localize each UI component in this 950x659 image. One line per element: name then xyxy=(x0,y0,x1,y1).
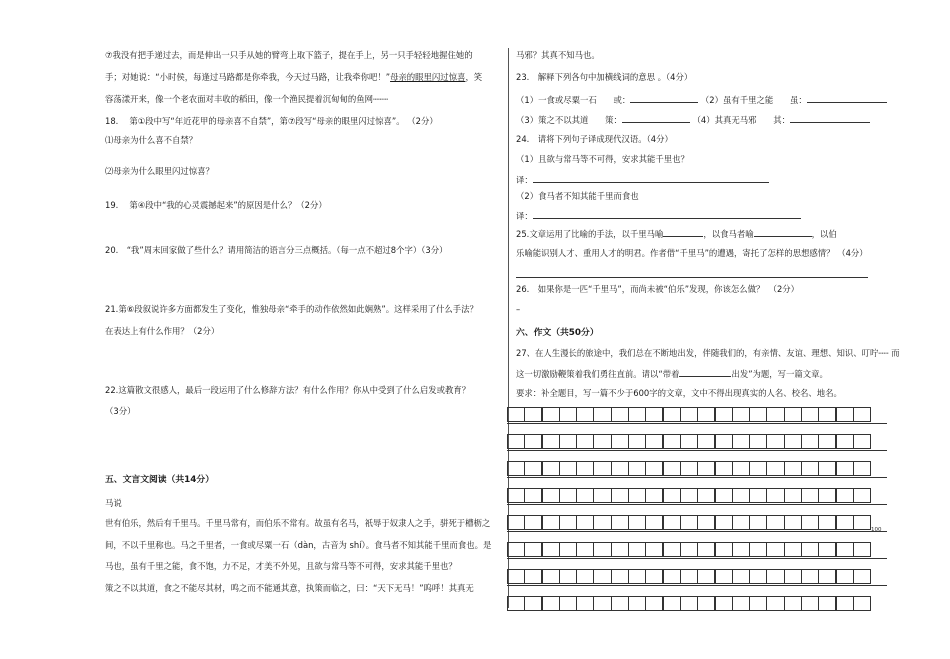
grid-cell[interactable] xyxy=(645,515,663,530)
grid-cell[interactable] xyxy=(801,569,819,584)
grid-row xyxy=(507,461,870,476)
question-22-line-2: （3分） xyxy=(105,406,136,416)
grid-cell[interactable] xyxy=(801,488,819,503)
grid-cell[interactable] xyxy=(628,542,646,557)
question-27-line-1: 27、在人生漫长的旅途中，我们总在不断地出发，伴随我们的，有亲情、友谊、理想、知识、叮咛┄┄ 而 xyxy=(516,348,900,358)
grid-cell[interactable] xyxy=(766,569,784,584)
grid-cell[interactable] xyxy=(593,488,611,503)
grid-cell[interactable] xyxy=(818,488,836,503)
grid-cell[interactable] xyxy=(697,542,715,557)
grid-cell[interactable] xyxy=(784,488,802,503)
grid-cell[interactable] xyxy=(732,488,750,503)
grid-line xyxy=(507,477,887,478)
grid-cell[interactable] xyxy=(576,596,594,611)
grid-cell[interactable] xyxy=(697,434,715,449)
grid-cell[interactable] xyxy=(524,542,542,557)
grid-cell[interactable] xyxy=(784,515,802,530)
grid-cell[interactable] xyxy=(628,596,646,611)
grid-cell[interactable] xyxy=(836,596,854,611)
grid-cell[interactable] xyxy=(818,542,836,557)
grid-cell[interactable] xyxy=(749,542,767,557)
grid-cell[interactable] xyxy=(645,461,663,476)
grid-cell[interactable] xyxy=(611,569,629,584)
grid-cell[interactable] xyxy=(818,515,836,530)
grid-cell[interactable] xyxy=(784,434,802,449)
grid-cell[interactable] xyxy=(749,488,767,503)
grid-cell[interactable] xyxy=(715,434,733,449)
grid-cell[interactable] xyxy=(663,569,681,584)
grid-cell[interactable] xyxy=(663,461,681,476)
grid-cell[interactable] xyxy=(593,515,611,530)
grid-cell[interactable] xyxy=(507,542,525,557)
q25-text: ，以伯 xyxy=(811,229,837,239)
grid-cell[interactable] xyxy=(524,596,542,611)
grid-cell[interactable] xyxy=(715,461,733,476)
grid-cell[interactable] xyxy=(524,461,542,476)
q23-item-1: （1）一食或尽粟一石 或： xyxy=(516,95,631,105)
question-26: 26. 如果你是一匹“千里马”，而尚未被“伯乐”发现，你该怎么做？ （2分） xyxy=(516,284,800,294)
grid-cell[interactable] xyxy=(784,461,802,476)
grid-cell[interactable] xyxy=(663,488,681,503)
grid-cell[interactable] xyxy=(853,596,871,611)
grid-cell[interactable] xyxy=(576,434,594,449)
grid-cell[interactable] xyxy=(576,542,594,557)
grid-cell[interactable] xyxy=(836,488,854,503)
grid-cell[interactable] xyxy=(663,434,681,449)
grid-cell[interactable] xyxy=(593,434,611,449)
grid-cell[interactable] xyxy=(524,515,542,530)
grid-cell[interactable] xyxy=(853,434,871,449)
grid-cell[interactable] xyxy=(524,488,542,503)
question-27-line-2 xyxy=(516,368,828,380)
grid-cell[interactable] xyxy=(611,542,629,557)
grid-cell[interactable] xyxy=(628,569,646,584)
grid-cell[interactable] xyxy=(542,515,560,530)
grid-cell[interactable] xyxy=(576,407,594,422)
question-21-line-2: 在表达上有什么作用？（2分） xyxy=(105,326,220,336)
grid-cell[interactable] xyxy=(697,488,715,503)
answer-blank[interactable] xyxy=(790,114,870,123)
grid-cell[interactable] xyxy=(680,542,698,557)
grid-cell[interactable] xyxy=(559,461,577,476)
grid-line xyxy=(507,423,887,424)
grid-cell[interactable] xyxy=(663,542,681,557)
grid-cell[interactable] xyxy=(766,488,784,503)
translation-label: 译： xyxy=(516,175,533,185)
translation-line-1 xyxy=(516,174,769,186)
grid-cell[interactable] xyxy=(611,515,629,530)
q23-item-3: （3）策之不以其道 策： xyxy=(516,115,622,125)
grid-cell[interactable] xyxy=(818,461,836,476)
grid-cell[interactable] xyxy=(680,569,698,584)
grid-cell[interactable] xyxy=(732,542,750,557)
grid-cell[interactable] xyxy=(542,434,560,449)
grid-cell[interactable] xyxy=(593,407,611,422)
answer-blank[interactable] xyxy=(630,94,698,103)
dash-mark: – xyxy=(516,304,521,314)
grid-cell[interactable] xyxy=(732,434,750,449)
title-blank[interactable] xyxy=(679,368,731,377)
grid-cell[interactable] xyxy=(766,515,784,530)
grid-cell[interactable] xyxy=(784,407,802,422)
answer-blank[interactable] xyxy=(807,94,887,103)
grid-cell[interactable] xyxy=(836,434,854,449)
grid-cell[interactable] xyxy=(766,542,784,557)
grid-cell[interactable] xyxy=(645,407,663,422)
grid-cell[interactable] xyxy=(507,569,525,584)
classical-title: 马说 xyxy=(105,498,122,508)
grid-row xyxy=(507,569,870,584)
grid-cell[interactable] xyxy=(766,596,784,611)
question-22-line-1: 22.这篇散文很感人，最后一段运用了什么修辞方法？有什么作用？你从中受到了什么启发或教育？ xyxy=(105,385,471,395)
grid-cell[interactable] xyxy=(715,542,733,557)
grid-cell[interactable] xyxy=(611,434,629,449)
grid-cell[interactable] xyxy=(611,596,629,611)
grid-cell[interactable] xyxy=(715,407,733,422)
grid-cell[interactable] xyxy=(749,461,767,476)
grid-cell[interactable] xyxy=(818,434,836,449)
grid-cell[interactable] xyxy=(801,515,819,530)
grid-cell[interactable] xyxy=(818,569,836,584)
grid-cell[interactable] xyxy=(542,488,560,503)
grid-row xyxy=(507,434,870,449)
grid-cell[interactable] xyxy=(732,569,750,584)
answer-blank[interactable] xyxy=(533,210,801,219)
grid-row xyxy=(507,407,870,422)
question-23-row-1 xyxy=(516,94,887,106)
grid-cell[interactable] xyxy=(801,596,819,611)
answer-line[interactable] xyxy=(516,277,868,278)
grid-cell[interactable] xyxy=(559,434,577,449)
grid-cell[interactable] xyxy=(766,434,784,449)
grid-cell[interactable] xyxy=(645,542,663,557)
grid-cell[interactable] xyxy=(628,407,646,422)
question-24-1: （1）且欲与常马等不可得，安求其能千里也？ xyxy=(516,154,689,164)
grid-cell[interactable] xyxy=(801,434,819,449)
grid-cell[interactable] xyxy=(853,488,871,503)
grid-cell[interactable] xyxy=(853,515,871,530)
grid-cell[interactable] xyxy=(628,488,646,503)
grid-line xyxy=(507,531,887,532)
grid-cell[interactable] xyxy=(766,461,784,476)
q23-item-4: （4）其真无马邪 其： xyxy=(692,115,790,125)
grid-cell[interactable] xyxy=(645,488,663,503)
grid-cell[interactable] xyxy=(663,407,681,422)
translation-label: 译： xyxy=(516,211,533,221)
question-19: 19. 第④段中“我的心灵震撼起来”的原因是什么？（2分） xyxy=(105,200,327,210)
grid-cell[interactable] xyxy=(507,461,525,476)
question-24-2: （2）食马者不知其能千里而食也 xyxy=(516,191,639,201)
grid-cell[interactable] xyxy=(559,515,577,530)
grid-row xyxy=(507,488,870,503)
grid-cell[interactable] xyxy=(749,515,767,530)
grid-line xyxy=(507,504,887,505)
word-count-marker: 100 xyxy=(871,527,882,533)
grid-cell[interactable] xyxy=(784,542,802,557)
grid-cell[interactable] xyxy=(732,515,750,530)
grid-cell[interactable] xyxy=(801,461,819,476)
passage-text: 手；对她说：“小时侯，每逢过马路都是你牵我，今天过马路，让我牵你吧！” xyxy=(105,72,391,82)
grid-cell[interactable] xyxy=(628,434,646,449)
grid-cell[interactable] xyxy=(593,569,611,584)
grid-cell[interactable] xyxy=(836,542,854,557)
grid-cell[interactable] xyxy=(576,515,594,530)
grid-cell[interactable] xyxy=(542,461,560,476)
answer-blank[interactable] xyxy=(663,228,703,237)
grid-cell[interactable] xyxy=(697,596,715,611)
grid-cell[interactable] xyxy=(715,515,733,530)
grid-cell[interactable] xyxy=(697,569,715,584)
grid-cell[interactable] xyxy=(576,461,594,476)
grid-cell[interactable] xyxy=(524,569,542,584)
grid-cell[interactable] xyxy=(749,569,767,584)
grid-cell[interactable] xyxy=(507,515,525,530)
grid-cell[interactable] xyxy=(801,407,819,422)
section-5-heading: 五、文言文阅读（共14分） xyxy=(105,475,215,485)
grid-cell[interactable] xyxy=(801,542,819,557)
grid-cell[interactable] xyxy=(818,596,836,611)
question-23: 23. 解释下列各句中加横线词的意思 。（4分） xyxy=(516,72,693,82)
grid-cell[interactable] xyxy=(663,596,681,611)
grid-cell[interactable] xyxy=(818,407,836,422)
question-23-row-2 xyxy=(516,114,870,126)
grid-cell[interactable] xyxy=(680,434,698,449)
grid-row xyxy=(507,596,870,611)
grid-cell[interactable] xyxy=(576,569,594,584)
grid-cell[interactable] xyxy=(836,515,854,530)
grid-cell[interactable] xyxy=(507,407,525,422)
classical-text-line-3: 马也，虽有千里之能，食不饱，力不足，才美不外见，且欲与常马等不可得，安求其能千里也？ xyxy=(105,561,457,571)
question-24: 24. 请将下列句子译成现代汉语。（4分） xyxy=(516,134,673,144)
grid-cell[interactable] xyxy=(645,569,663,584)
grid-cell[interactable] xyxy=(524,407,542,422)
grid-cell[interactable] xyxy=(507,596,525,611)
grid-cell[interactable] xyxy=(559,569,577,584)
q27-text: 这一切激励鞭策着我们勇往直前。请以“带着 xyxy=(516,369,680,379)
grid-cell[interactable] xyxy=(784,569,802,584)
grid-line xyxy=(507,585,887,586)
grid-cell[interactable] xyxy=(853,407,871,422)
grid-cell[interactable] xyxy=(732,407,750,422)
grid-cell[interactable] xyxy=(697,461,715,476)
left-column xyxy=(105,0,505,659)
grid-cell[interactable] xyxy=(853,542,871,557)
grid-row xyxy=(507,542,870,557)
grid-cell[interactable] xyxy=(542,569,560,584)
grid-cell[interactable] xyxy=(853,461,871,476)
grid-cell[interactable] xyxy=(784,596,802,611)
grid-cell[interactable] xyxy=(507,434,525,449)
question-18-1: ⑴母亲为什么喜不自禁？ xyxy=(105,135,198,145)
grid-cell[interactable] xyxy=(680,488,698,503)
grid-cell[interactable] xyxy=(732,596,750,611)
grid-row xyxy=(507,515,870,530)
question-20: 20. “我”周末回家做了些什么？请用简洁的语言分三点概括。（每一点不超过8个字）（3分） xyxy=(105,245,448,255)
grid-cell[interactable] xyxy=(524,434,542,449)
passage-text: ，笑 xyxy=(465,72,483,82)
grid-cell[interactable] xyxy=(663,515,681,530)
grid-cell[interactable] xyxy=(715,569,733,584)
grid-cell[interactable] xyxy=(576,488,594,503)
grid-cell[interactable] xyxy=(611,488,629,503)
translation-line-2 xyxy=(516,210,801,222)
grid-cell[interactable] xyxy=(836,569,854,584)
grid-cell[interactable] xyxy=(593,596,611,611)
grid-cell[interactable] xyxy=(559,542,577,557)
grid-cell[interactable] xyxy=(749,596,767,611)
grid-cell[interactable] xyxy=(680,515,698,530)
q27-text: 出发”为题，写一篇文章。 xyxy=(731,369,828,379)
question-18: 18. 第①段中写“年近花甲的母亲喜不自禁”，第⑦段写“母亲的眼里闪过惊喜”。 （2分） xyxy=(105,116,438,126)
answer-blank[interactable] xyxy=(533,174,769,183)
grid-cell[interactable] xyxy=(593,461,611,476)
grid-cell[interactable] xyxy=(542,596,560,611)
passage-para-7-line-2 xyxy=(105,72,482,83)
grid-line xyxy=(507,558,887,559)
right-column xyxy=(516,0,900,659)
grid-cell[interactable] xyxy=(836,461,854,476)
passage-para-7-line-3: 容荡漾开来，像一个老农面对丰收的稻田，像一个渔民提着沉甸甸的鱼网┄┄┄ xyxy=(105,94,389,104)
grid-cell[interactable] xyxy=(542,542,560,557)
question-25-line-2: 乐喻能识别人才、重用人才的明君。作者借“千里马”的遭遇，寄托了怎样的思想感情？ （4分） xyxy=(516,248,868,258)
underlined-phrase: 母亲的眼里闪过惊喜 xyxy=(390,72,466,82)
grid-cell[interactable] xyxy=(749,434,767,449)
grid-cell[interactable] xyxy=(680,407,698,422)
grid-cell[interactable] xyxy=(715,488,733,503)
grid-cell[interactable] xyxy=(611,407,629,422)
grid-cell[interactable] xyxy=(559,488,577,503)
classical-text-line-5: 马邪？其真不知马也。 xyxy=(516,50,600,60)
grid-cell[interactable] xyxy=(628,461,646,476)
grid-cell[interactable] xyxy=(628,515,646,530)
grid-cell[interactable] xyxy=(559,407,577,422)
section-6-heading: 六、作文（共50分） xyxy=(516,328,599,338)
q23-item-2: （2）虽有千里之能 虽： xyxy=(700,95,807,105)
classical-text-line-1: 世有伯乐，然后有千里马。千里马常有，而伯乐不常有。故虽有名马，祇辱于奴隶人之手，骈死于槽枥之 xyxy=(105,518,491,528)
grid-cell[interactable] xyxy=(645,434,663,449)
grid-cell[interactable] xyxy=(593,542,611,557)
grid-cell[interactable] xyxy=(749,407,767,422)
grid-cell[interactable] xyxy=(611,461,629,476)
grid-cell[interactable] xyxy=(853,569,871,584)
grid-line xyxy=(507,450,887,451)
q25-text: ，以食马者喻 xyxy=(703,229,754,239)
q25-text: 25.文章运用了比喻的手法，以千里马喻 xyxy=(516,229,664,239)
grid-cell[interactable] xyxy=(645,596,663,611)
grid-cell[interactable] xyxy=(542,407,560,422)
grid-cell[interactable] xyxy=(732,461,750,476)
answer-blank[interactable] xyxy=(622,114,690,123)
classical-text-line-4: 策之不以其道，食之不能尽其材，鸣之而不能通其意，执策而临之，曰：“天下无马！”呜呼！其真无 xyxy=(105,583,474,593)
question-21-line-1: 21.第⑥段叙说许多方面都发生了变化，惟独母亲“牵手的动作依然如此娴熟”。这样采用了什么手法？ xyxy=(105,304,478,314)
grid-cell[interactable] xyxy=(766,407,784,422)
question-25-line-1 xyxy=(516,228,837,240)
grid-cell[interactable] xyxy=(836,407,854,422)
grid-cell[interactable] xyxy=(559,596,577,611)
grid-cell[interactable] xyxy=(507,488,525,503)
passage-para-7-line-1: ⑦我没有把手递过去，而是伸出一只手从她的臂弯上取下篮子，提在手上，另一只手轻轻地握住她的 xyxy=(105,50,473,60)
grid-cell[interactable] xyxy=(715,596,733,611)
grid-cell[interactable] xyxy=(697,515,715,530)
classical-text-line-2: 间，不以千里称也。马之千里者，一食或尽粟一石（dàn，古音为 shí）。食马者不知其能千里而食也。是 xyxy=(105,540,492,550)
grid-cell[interactable] xyxy=(680,461,698,476)
grid-cell[interactable] xyxy=(697,407,715,422)
grid-cell[interactable] xyxy=(680,596,698,611)
essay-requirements: 要求：补全题目，写一篇不少于600字的文章，文中不得出现真实的人名、校名、地名。 xyxy=(516,388,842,398)
question-18-2: ⑵母亲为什么眼里闪过惊喜？ xyxy=(105,166,214,176)
answer-blank[interactable] xyxy=(754,228,812,237)
